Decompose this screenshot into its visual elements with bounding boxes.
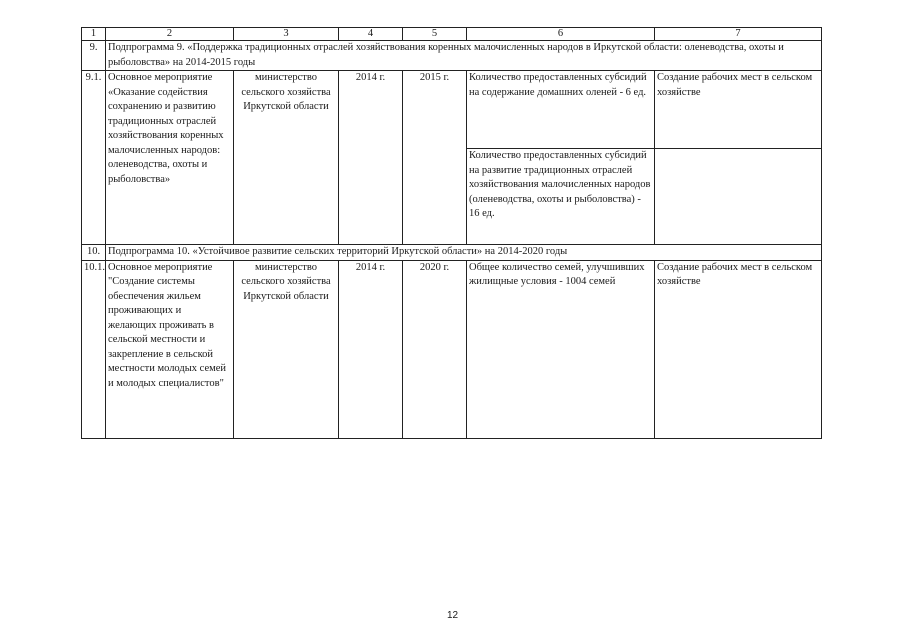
page-number: 12 (446, 610, 459, 621)
column-number: 7 (655, 28, 822, 41)
column-number: 1 (82, 28, 106, 41)
measure-description: Основное мероприятие "Создание системы обеспечения жильем проживающих и желающих проживать в сельской местности и закрепление в сельской местности молодых семей и молодых специалистов" (106, 260, 234, 438)
end-year: 2020 г. (403, 260, 467, 438)
start-year: 2014 г. (339, 260, 403, 438)
row-number: 10.1. (82, 260, 106, 438)
end-year: 2015 г. (403, 71, 467, 245)
measure-9-1-row (82, 71, 822, 149)
row-number: 10. (82, 245, 106, 261)
row-number: 9. (82, 41, 106, 71)
executor: министерство сельского хозяйства Иркутской области (234, 71, 339, 245)
column-number: 4 (339, 28, 403, 41)
expected-effect: Создание рабочих мест в сельском хозяйстве (655, 260, 822, 438)
column-number: 2 (106, 28, 234, 41)
column-number: 3 (234, 28, 339, 41)
executor: министерство сельского хозяйства Иркутской области (234, 260, 339, 438)
start-year: 2014 г. (339, 71, 403, 245)
expected-result: Количество предоставленных субсидий на развитие традиционных отраслей хозяйствования малочисленных народов (оленеводства, охоты и рыболовства) - 16 ед. (467, 149, 655, 245)
measure-10-1-row (82, 260, 822, 438)
subprogram-10-row (82, 245, 822, 261)
subprogram-9-row (82, 41, 822, 71)
column-number: 5 (403, 28, 467, 41)
expected-result: Количество предоставленных субсидий на содержание домашних оленей - 6 ед. (467, 71, 655, 149)
expected-effect: Создание рабочих мест в сельском хозяйстве (655, 71, 822, 149)
subprogram-title: Подпрограмма 9. «Поддержка традиционных отраслей хозяйствования коренных малочисленных народов в Иркутской области: оленеводства, охоты и рыболовства» на 2014-2015 годы (106, 41, 822, 71)
column-number-row (82, 28, 822, 41)
measure-description: Основное мероприятие «Оказание содействия сохранению и развитию традиционных отраслей хозяйствования коренных малочисленных народов: оленеводства, охоты и рыболовства» (106, 71, 234, 245)
expected-result: Общее количество семей, улучшивших жилищные условия - 1004 семей (467, 260, 655, 438)
subprogram-title: Подпрограмма 10. «Устойчивое развитие сельских территорий Иркутской области» на 2014-2020 годы (106, 245, 822, 261)
program-table (81, 27, 822, 439)
expected-effect (655, 149, 822, 245)
column-number: 6 (467, 28, 655, 41)
row-number: 9.1. (82, 71, 106, 245)
